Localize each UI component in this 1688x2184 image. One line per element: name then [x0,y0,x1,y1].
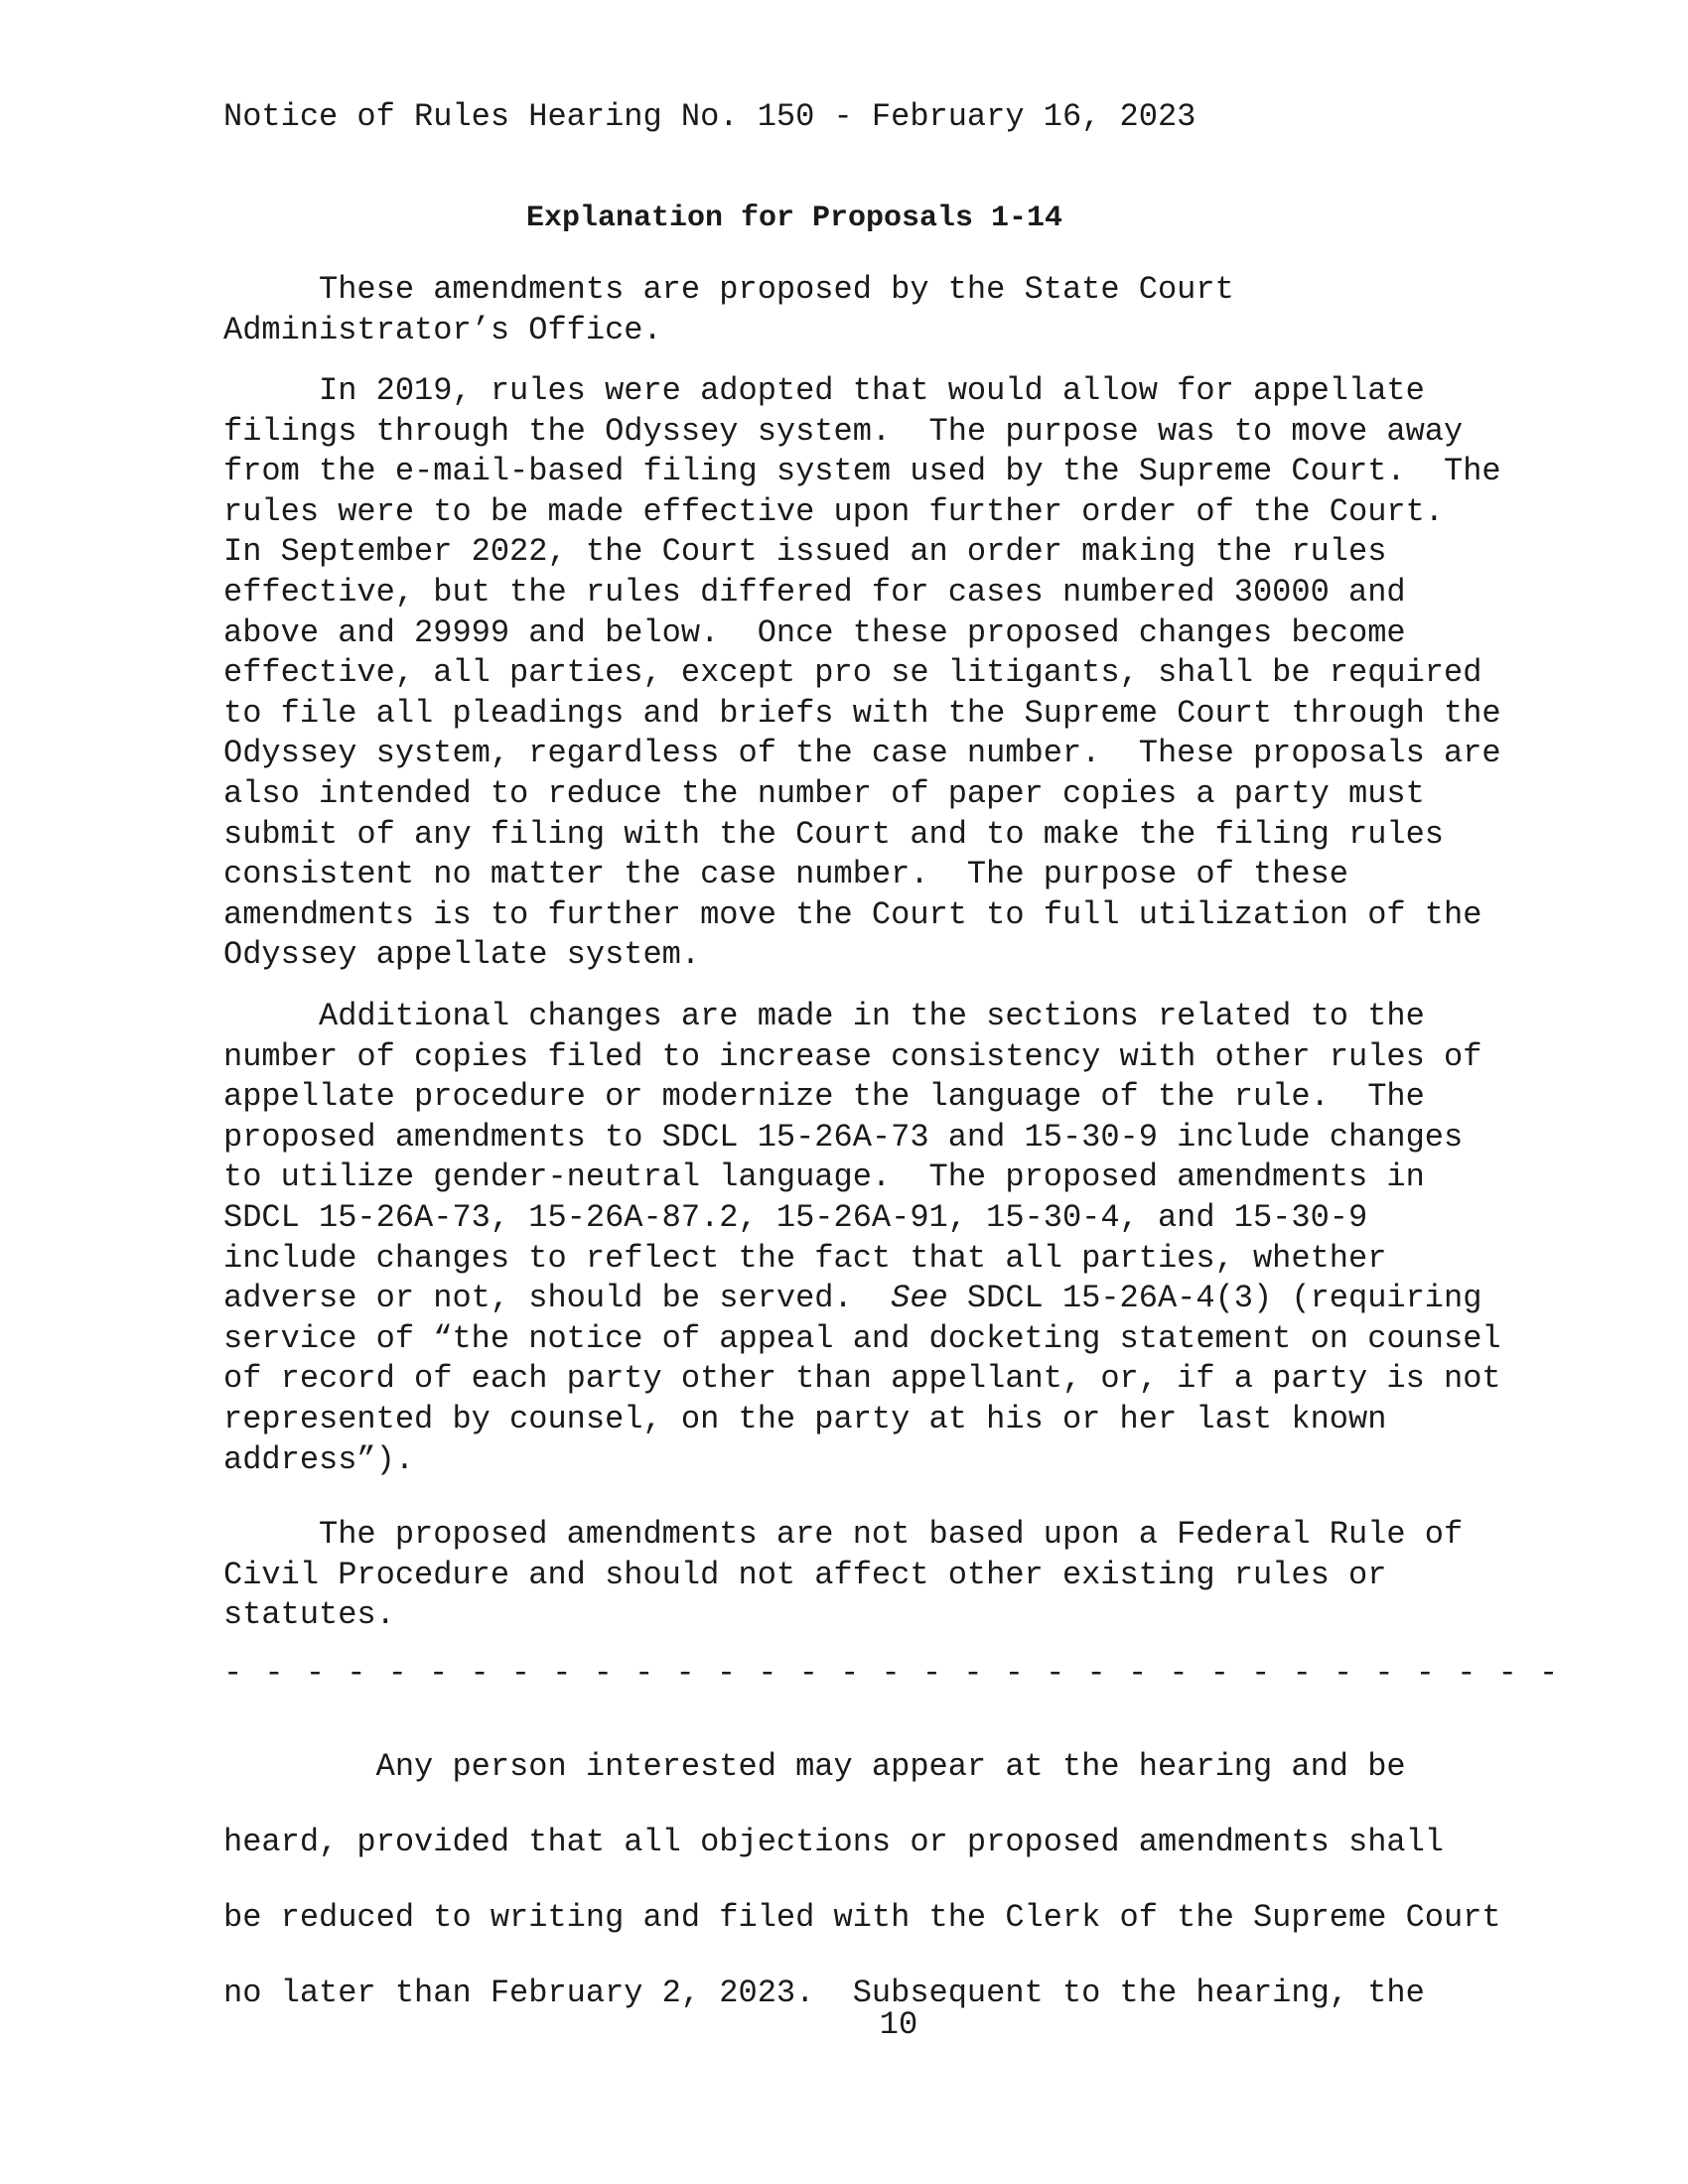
text-line: number of copies filed to increase consistency with other rules of [223,1037,1482,1075]
text-line: no later than February 2, 2023. Subsequent to the hearing, the [223,1975,1425,2011]
text-line: Odyssey appellate system. [223,936,701,974]
text-line: consistent no matter the case number. The purpose of these [223,856,1348,893]
text-line: service of “the notice of appeal and docketing statement on counsel [223,1319,1501,1357]
text-line: effective, but the rules differed for cases numbered 30000 and [223,573,1406,611]
text-line: from the e-mail-based filing system used by the Supreme Court. The [223,453,1501,490]
text-line: Administrator’s Office. [223,311,662,348]
paragraph-3 [223,997,1554,1480]
paragraph-2 [223,371,1554,976]
text-line: SDCL 15-26A-73, 15-26A-87.2, 15-26A-91, 15-30-4, and 15-30-9 [223,1198,1368,1236]
citation-line-prefix: adverse or not, should be served. [223,1280,892,1317]
text-line: include changes to reflect the fact that all parties, whether [223,1239,1387,1277]
text-line: address”). [223,1440,415,1478]
see-signal: See [891,1280,948,1317]
text-line: to utilize gender-neutral language. The proposed amendments in [223,1159,1425,1196]
text-line: filings through the Odyssey system. The purpose was to move away [223,412,1464,450]
page-number: 10 [879,2006,918,2043]
text-line: also intended to reduce the number of paper copies a party must [223,774,1425,812]
text-line: above and 29999 and below. Once these proposed changes become [223,614,1406,651]
text-line: represented by counsel, on the party at his or her last known [223,1400,1387,1437]
text-line: effective, all parties, except pro se litigants, shall be required [223,654,1482,692]
text-line: Any person interested may appear at the hearing and be [223,1748,1406,1785]
text-line: be reduced to writing and filed with the Clerk of the Supreme Court [223,1899,1501,1936]
dashed-separator: - - - - - - - - - - - - - - - - - - - - - - - - - - - - - - - - - [223,1655,1560,1692]
citation-line-suffix: SDCL 15-26A-4(3) (requiring [947,1280,1482,1317]
text-line: These amendments are proposed by the State Court [223,271,1234,308]
text-line: Odyssey system, regardless of the case number. These proposals are [223,735,1501,772]
text-line: of record of each party other than appellant, or, if a party is not [223,1360,1501,1398]
text-line: Civil Procedure and should not affect other existing rules or [223,1556,1387,1593]
page-header: Notice of Rules Hearing No. 150 - February 16, 2023 [223,98,1196,135]
text-line: Additional changes are made in the sections related to the [223,998,1425,1034]
section-title: Explanation for Proposals 1-14 [525,202,1063,235]
text-line: The proposed amendments are not based upon a Federal Rule of [223,1516,1464,1553]
text-line: statutes. [223,1596,395,1634]
text-line: to file all pleadings and briefs with the Supreme Court through the [223,694,1501,732]
closing-paragraph [223,1729,1554,2031]
text-line: appellate procedure or modernize the language of the rule. The [223,1078,1425,1116]
text-line: submit of any filing with the Court and to make the filing rules [223,815,1444,853]
text-line: heard, provided that all objections or proposed amendments shall [223,1824,1444,1860]
text-line: proposed amendments to SDCL 15-26A-73 and 15-30-9 include changes [223,1118,1464,1156]
paragraph-4 [223,1515,1554,1636]
text-line: rules were to be made effective upon further order of the Court. [223,492,1444,530]
text-line: amendments is to further move the Court to full utilization of the [223,895,1482,933]
text-line: In September 2022, the Court issued an order making the rules [223,533,1387,571]
citation-line [223,1279,1554,1319]
text-line: In 2019, rules were adopted that would allow for appellate [223,372,1425,409]
paragraph-1 [223,270,1554,350]
